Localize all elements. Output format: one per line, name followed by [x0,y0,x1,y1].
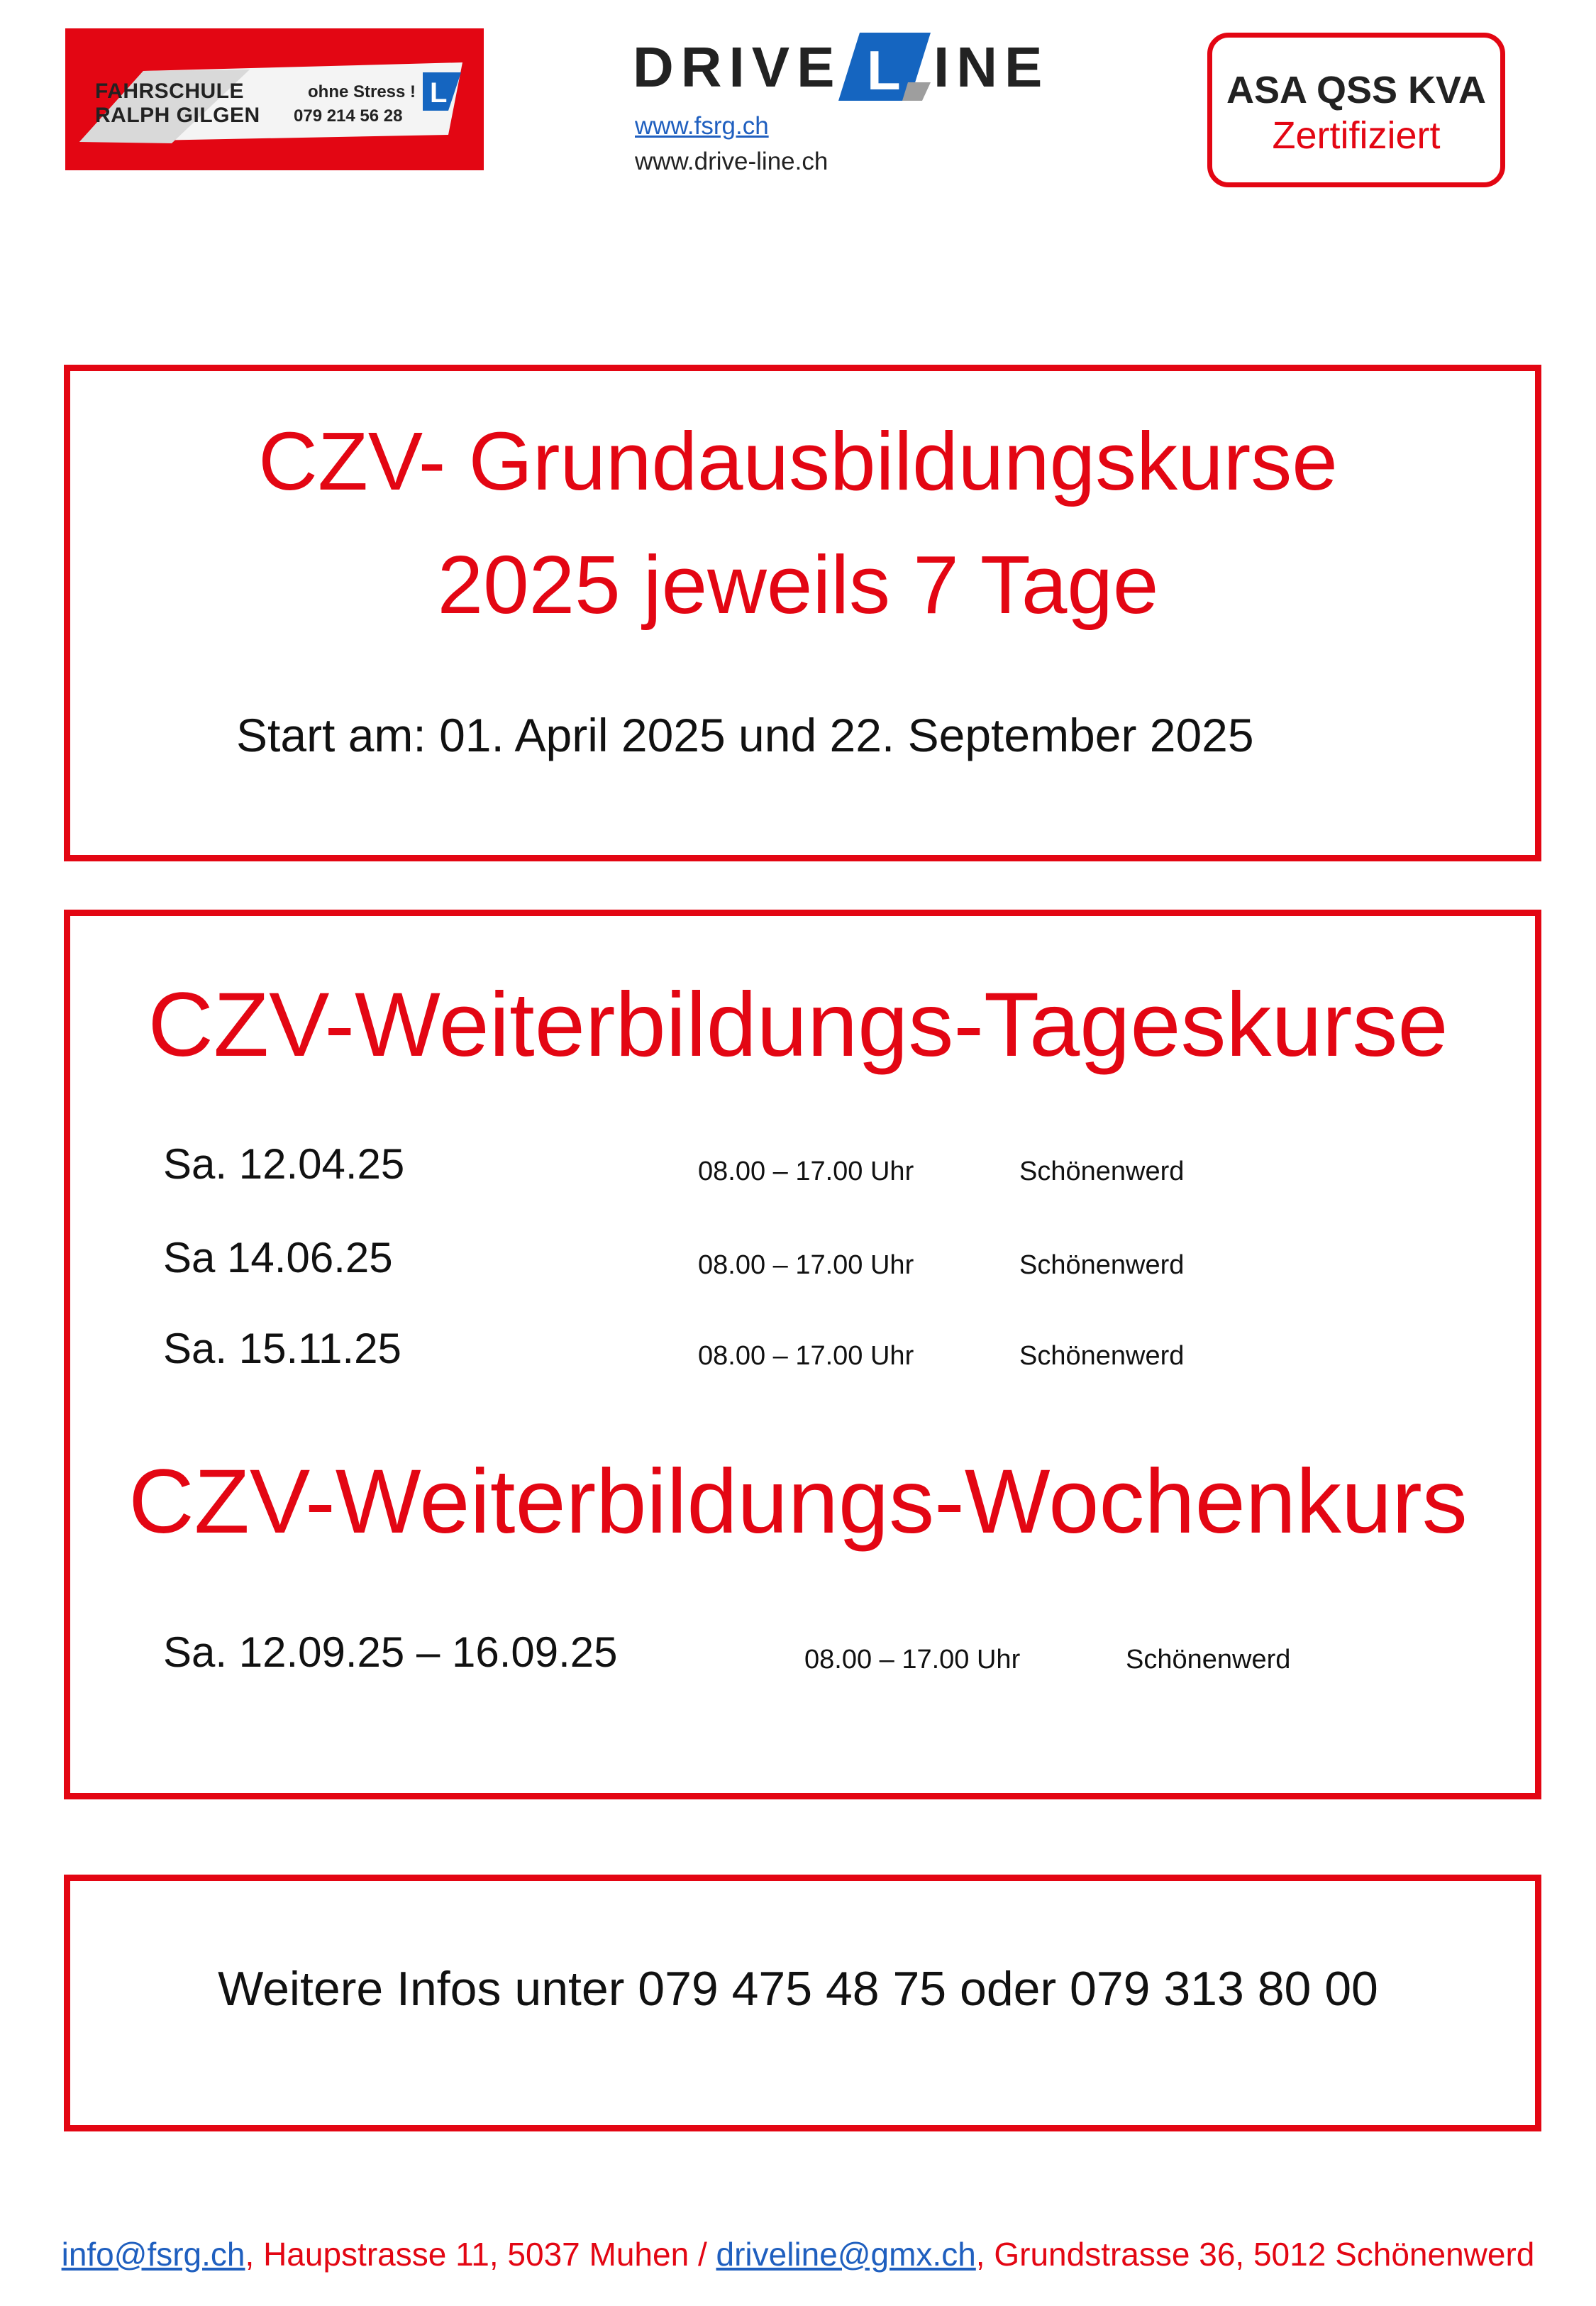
tageskurs-date: Sa. 15.11.25 [163,1325,401,1372]
footer-contact [0,2235,1596,2273]
fahrschule-logo [65,28,484,170]
wochenkurs-date: Sa. 12.09.25 – 16.09.25 [163,1628,618,1676]
tageskurs-location: Schönenwerd [1019,1157,1185,1186]
footer-email-driveline[interactable]: driveline@gmx.ch [716,2236,976,2273]
wochenkurs-location: Schönenwerd [1126,1645,1291,1675]
tageskurs-date: Sa. 12.04.25 [163,1140,405,1188]
logo-slogan: ohne Stress ! [308,82,416,101]
wochenkurs-time: 08.00 – 17.00 Uhr [804,1645,1021,1675]
tageskurs-time: 08.00 – 17.00 Uhr [698,1157,914,1186]
svg-text:L: L [867,39,901,101]
l-plate-icon [420,70,464,114]
certification-badge [1207,33,1505,187]
tageskurs-time: 08.00 – 17.00 Uhr [698,1341,914,1371]
footer-address-schoenenwerd: , Grundstrasse 36, 5012 Schönenwerd [975,2236,1535,2273]
grundausbildung-title-line-1: CZV- Grundausbildungskurse [258,415,1338,507]
driveline-website-link[interactable]: www.drive-line.ch [635,148,829,175]
grundausbildung-start-dates: Start am: 01. April 2025 und 22. September 2025 [236,709,1254,761]
logo-phone: 079 214 56 28 [294,106,403,126]
driveline-logo-part2: INE [933,35,1050,99]
driveline-l-icon [838,33,931,101]
info-phone-text: Weitere Infos unter 079 475 48 75 oder 079 313 80 00 [218,1962,1378,2016]
certification-status: Zertifiziert [1272,114,1441,157]
logo-line-2: RALPH GILGEN [95,104,260,127]
tageskurs-time: 08.00 – 17.00 Uhr [698,1250,914,1280]
footer-address-muhen: , Haupstrasse 11, 5037 Muhen / [245,2236,716,2273]
svg-text:L: L [430,77,448,109]
tageskurse-title: CZV-Weiterbildungs-Tageskurse [148,974,1448,1076]
fsrg-website-link[interactable]: www.fsrg.ch [635,112,769,140]
footer-email-fsrg[interactable]: info@fsrg.ch [61,2236,245,2273]
certification-name: ASA QSS KVA [1226,69,1487,111]
logo-line-1: FAHRSCHULE [95,79,245,103]
wochenkurs-title: CZV-Weiterbildungs-Wochenkurs [128,1451,1468,1552]
driveline-logo [633,28,1058,106]
tageskurs-location: Schönenwerd [1019,1341,1185,1371]
driveline-logo-part1: DRIVE [633,35,842,99]
tageskurs-date: Sa 14.06.25 [163,1234,393,1281]
tageskurs-location: Schönenwerd [1019,1250,1185,1280]
grundausbildung-title-line-2: 2025 jeweils 7 Tage [437,539,1159,631]
